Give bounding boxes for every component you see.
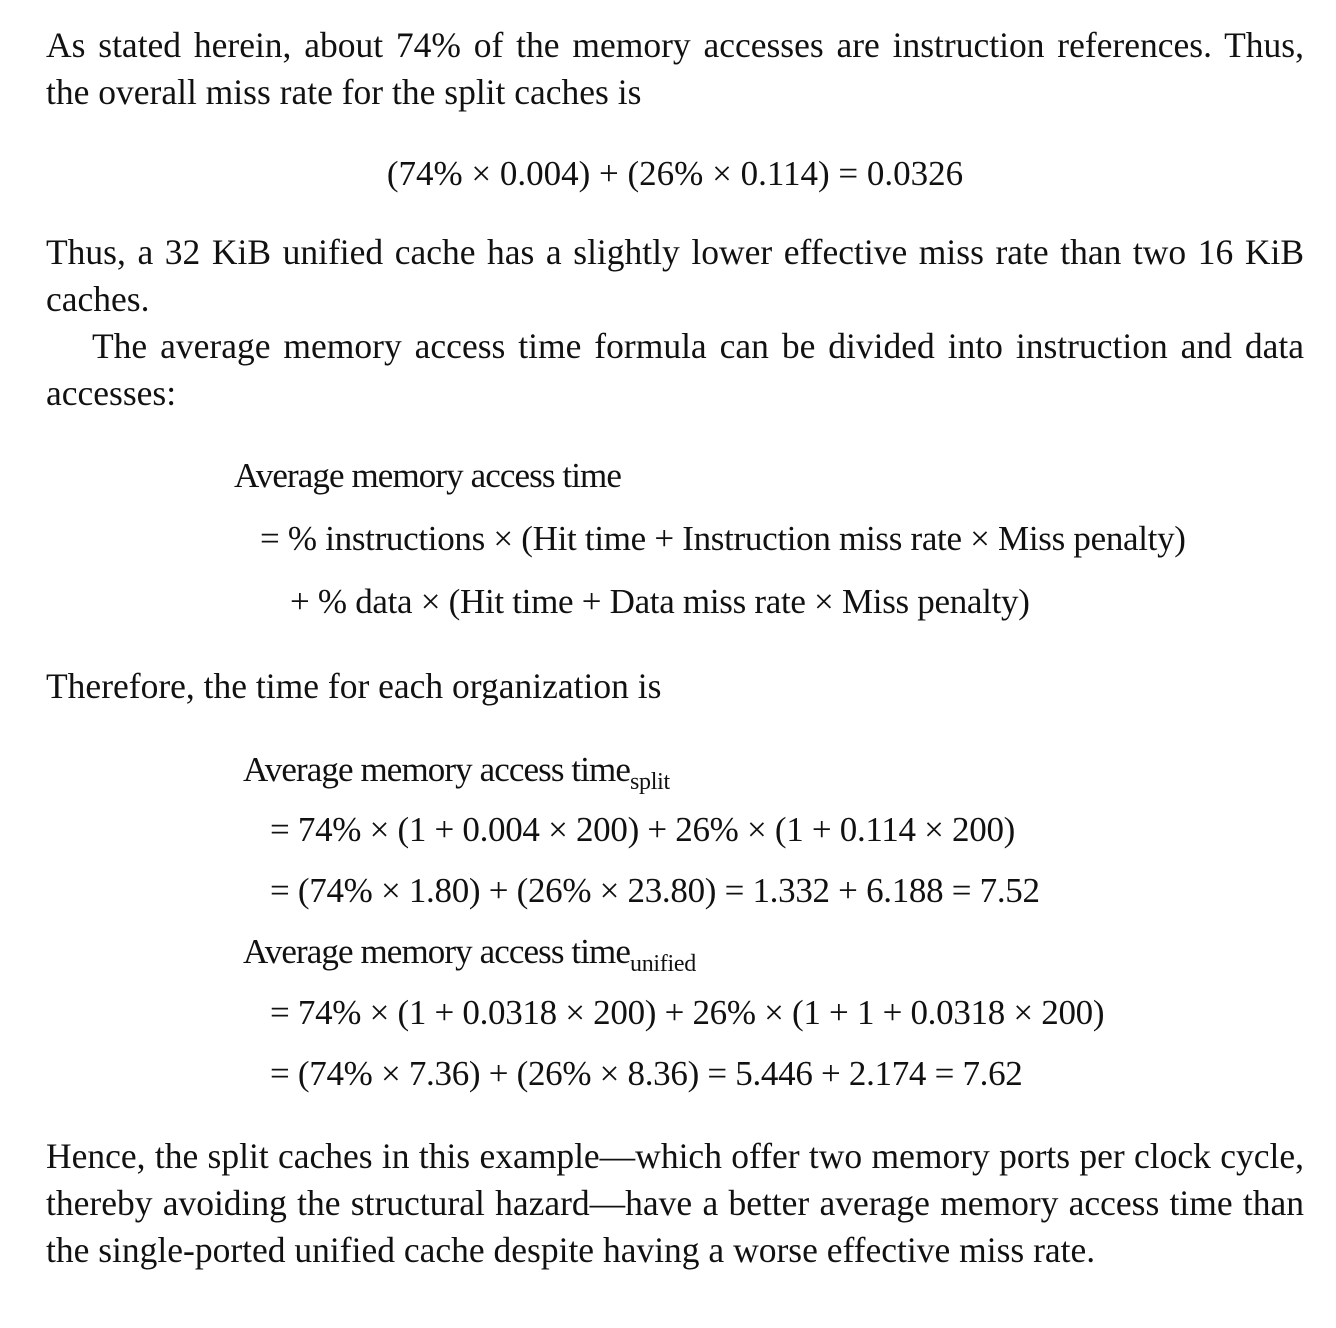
equation-split-label	[243, 748, 670, 796]
equation-unified-line-2: = (74% × 7.36) + (26% × 8.36) = 5.446 + 2.174 = 7.62	[270, 1054, 1023, 1093]
paragraph-block-3	[46, 663, 1304, 710]
document-body	[46, 22, 1304, 116]
equation-amat-line-1: = % instructions × (Hit time + Instruction miss rate × Miss penalty)	[260, 519, 1186, 558]
equation-unified-label	[243, 930, 696, 978]
paragraph-block-2	[46, 229, 1304, 417]
equation-split-line-2: = (74% × 1.80) + (26% × 23.80) = 1.332 + 6.188 = 7.52	[270, 871, 1040, 910]
equation-amat-label: Average memory access time	[234, 456, 622, 495]
equation-amat-line-2: + % data × (Hit time + Data miss rate × Miss penalty)	[290, 582, 1030, 621]
equation-overall-miss-rate: (74% × 0.004) + (26% × 0.114) = 0.0326	[386, 154, 964, 193]
paragraph-unified-comparison: Thus, a 32 KiB unified cache has a slightly lower effective miss rate than two 16 KiB caches.	[46, 232, 1304, 319]
equation-split-label-text: Average memory access time	[243, 750, 631, 789]
equation-unified-label-text: Average memory access time	[243, 932, 631, 971]
paragraph-conclusion: Hence, the split caches in this example—which offer two memory ports per clock cycle, thereby avoiding the structural hazard—have a better average memory access time than the single-ported unified cache despite having a worse effective miss rate.	[46, 1136, 1304, 1270]
equation-overall-miss-rate-block	[46, 150, 1304, 197]
equation-split-subscript: split	[630, 769, 670, 795]
equation-unified-line-1: = 74% × (1 + 0.0318 × 200) + 26% × (1 + 1 + 0.0318 × 200)	[270, 993, 1105, 1032]
equation-unified-subscript: unified	[630, 951, 696, 977]
equation-split-line-1: = 74% × (1 + 0.004 × 200) + 26% × (1 + 0.114 × 200)	[270, 810, 1015, 849]
paragraph-organization-time: Therefore, the time for each organization is	[46, 666, 662, 706]
paragraph-block-4	[46, 1133, 1304, 1274]
paragraph-intro: As stated herein, about 74% of the memory accesses are instruction references. Thus, the overall miss rate for the split caches is	[46, 25, 1304, 112]
paragraph-amat-intro: The average memory access time formula can be divided into instruction and data accesses:	[46, 326, 1304, 413]
